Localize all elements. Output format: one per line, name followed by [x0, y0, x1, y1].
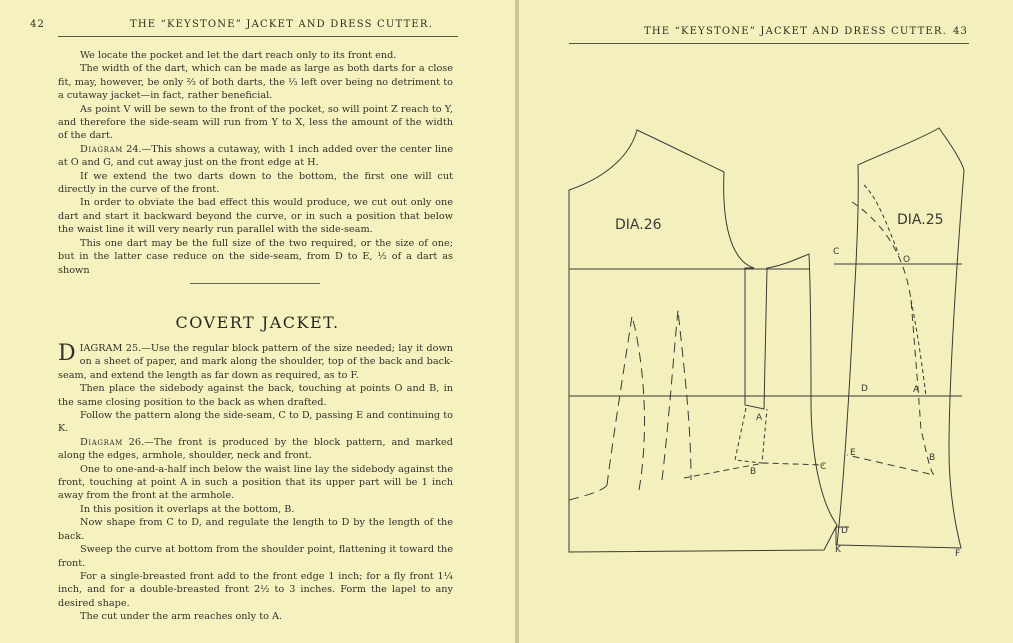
point-a-right: A — [913, 385, 920, 395]
paragraph: Follow the pattern along the side-seam, C to D, passing E and continuing to K. — [58, 410, 453, 435]
paragraph: For a single-breasted front add to the front edge 1 inch; for a fly front 1¼ inch, and for a double-breasted front 2½ to 3 inches. Form the lapel to any desired shape. — [58, 570, 453, 609]
pattern-diagram — [519, 0, 1013, 643]
diagram-text: 24.—This shows a cutaway, with 1 inch added over the center line at O and G, and cut away just on the front edge at H. — [58, 143, 453, 169]
point-d-upper: D — [861, 384, 868, 394]
dia26-label: DIA.26 — [615, 217, 662, 233]
left-running-head: THE “KEYSTONE” JACKET AND DRESS CUTTER. — [130, 19, 434, 30]
text-block-lower — [58, 342, 453, 624]
drop-cap: D — [58, 341, 76, 366]
paragraph: In order to obviate the bad effect this would produce, we cut out only one dart and start it backward beyond the curve, or in such a position that below the waist line it will very nearly run parallel with the side-seam. — [58, 197, 453, 236]
point-o: O — [903, 255, 911, 265]
point-c-upper: C — [833, 247, 840, 257]
paragraph: The cut under the arm reaches only to A. — [80, 611, 283, 623]
point-b-front: B — [750, 467, 757, 477]
diagram-label: Diagram — [80, 143, 123, 155]
paragraph: Sweep the curve at bottom from the shoulder point, flattening it toward the front. — [58, 544, 453, 569]
dia26-front-outline — [569, 130, 840, 552]
paragraph: As point V will be sewn to the front of the pocket, so will point Z reach to Y, and therefore the side-seam will run from Y to X, less the amount of the width of the dart. — [58, 103, 453, 142]
diagram-label: Diagram — [80, 436, 123, 448]
section-divider — [190, 283, 320, 284]
sidebody-inner-dashed — [911, 300, 926, 396]
diagram-text: 26.—The front is produced by the block pattern, and marked along the edges, armhole, shoulder, neck and front. — [58, 436, 453, 462]
front-dart — [662, 310, 691, 480]
point-d-lower: D — [841, 526, 848, 536]
paragraph: The width of the dart, which can be made as large as both darts for a close fit, may, however, be only ⅔ of both darts, the ⅓ left over being no detriment to a cutaway jacket—in fact, rather beneficial. — [58, 63, 453, 102]
intro-text: IAGRAM 25.—Use the regular block pattern of the size needed; lay it down on a sheet of paper, and mark along the shoulder, top of the back and back-seam, and extend the length as far down as required, as to F. — [58, 343, 453, 381]
paragraph: Then place the sidebody against the back, touching at points O and B, in the same closing position to the back as when drafted. — [58, 383, 453, 408]
dia25-back-outline — [837, 128, 964, 548]
point-a-front: A — [756, 413, 763, 423]
sidebody-dashed — [847, 202, 934, 475]
paragraph: This one dart may be the full size of the two required, or the size of one; but in the latter case reduce on the side-seam, from D to E, ½ of a dart as shown — [58, 237, 453, 276]
right-running-head: THE “KEYSTONE” JACKET AND DRESS CUTTER. — [644, 26, 948, 37]
front-dart — [607, 316, 645, 490]
point-e: E — [850, 448, 856, 458]
right-page — [519, 0, 1013, 643]
paragraph: We locate the pocket and let the dart reach only to its front end. — [80, 50, 397, 61]
left-page-number: 42 — [30, 19, 46, 30]
diagram-26-paragraph — [58, 436, 453, 463]
covert-intro-paragraph — [58, 342, 453, 382]
header-rule — [58, 36, 458, 37]
right-page-number: 43 — [953, 26, 969, 37]
dia25-label: DIA.25 — [897, 212, 944, 228]
section-title: COVERT JACKET. — [175, 313, 340, 332]
paragraph: Now shape from C to D, and regulate the length to D by the length of the back. — [58, 517, 453, 542]
point-b-right: B — [929, 453, 936, 463]
dart-a — [735, 408, 767, 463]
text-block-upper — [58, 49, 453, 277]
front-edge-dashed — [569, 485, 607, 500]
point-f: F — [955, 549, 961, 559]
diagram-24-paragraph — [58, 143, 453, 170]
paragraph: If we extend the two darts down to the bottom, the first one will cut directly in the curve of the front. — [58, 170, 453, 196]
sidebody-top-dashed — [864, 185, 899, 255]
paragraph: In this position it overlaps at the bottom, B. — [80, 503, 295, 515]
point-k: K — [835, 545, 841, 555]
point-c-lower: C — [820, 462, 827, 472]
paragraph: One to one-and-a-half inch below the waist line lay the sidebody against the front, touching at point A in such a position that its upper part will be 1 inch away from the front at the armhole. — [58, 463, 453, 502]
